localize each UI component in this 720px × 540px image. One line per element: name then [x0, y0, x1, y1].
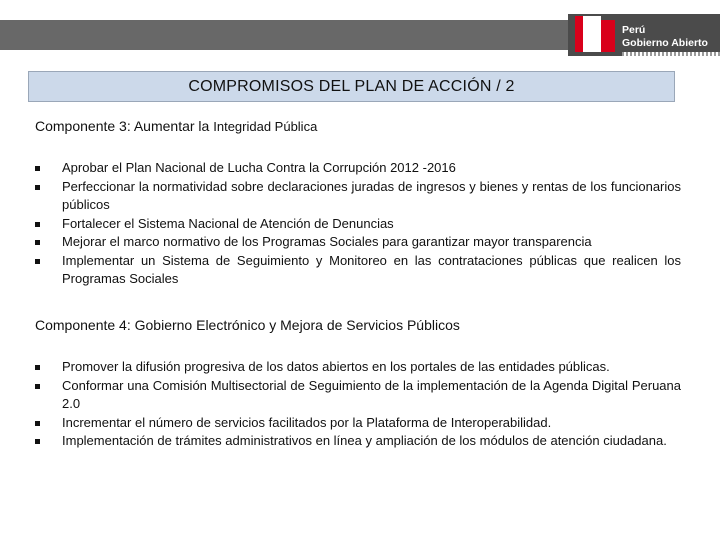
- bullet-icon: [35, 365, 40, 370]
- bullet-icon: [35, 222, 40, 227]
- bullet-icon: [35, 240, 40, 245]
- bullet-icon: [35, 384, 40, 389]
- logo-line-gobierno-abierto: Gobierno Abierto: [622, 37, 708, 49]
- bullet-icon: [35, 421, 40, 426]
- bullet-icon: [35, 185, 40, 190]
- page-title-box: [28, 71, 675, 102]
- logo-text: [622, 24, 720, 50]
- list-item: [35, 377, 681, 414]
- component-3-heading-main: Componente 3: Aumentar la: [35, 118, 214, 134]
- bullet-icon: [35, 259, 40, 264]
- component-3-heading-sub: Integridad Pública: [213, 119, 318, 134]
- list-item: [35, 178, 681, 215]
- component-4-heading-main: Componente 4: Gobierno Electrónico y Mejora de Servicios Públicos: [35, 317, 460, 333]
- flag-white-stripe: [583, 16, 601, 52]
- page-title: COMPROMISOS DEL PLAN DE ACCIÓN / 2: [188, 77, 515, 95]
- logo-line-peru: Perú: [622, 24, 646, 36]
- list-item-text: Incrementar el número de servicios facilitados por la Plataforma de Interoperabilidad.: [62, 414, 552, 430]
- list-item: [35, 215, 681, 234]
- list-item: [35, 414, 681, 433]
- list-item-text: Mejorar el marco normativo de los Programas Sociales para garantizar mayor transparencia: [62, 234, 592, 249]
- list-item: [35, 233, 681, 252]
- component-3-heading: [35, 118, 317, 135]
- list-item-text: Aprobar el Plan Nacional de Lucha Contra la Corrupción 2012 -2016: [62, 160, 456, 175]
- list-item-text: Implementar un Sistema de Seguimiento y Monitoreo en las contrataciones públicas que realicen los Programas Sociales: [62, 252, 681, 286]
- component-4-heading: [35, 317, 460, 334]
- list-item-text: Promover la difusión progresiva de los datos abiertos en los portales de las entidades públicas.: [62, 359, 610, 374]
- list-item: [35, 252, 681, 289]
- bullet-icon: [35, 439, 40, 444]
- list-item-text: Perfeccionar la normatividad sobre declaraciones juradas de ingresos y bienes y rentas de los funcionarios públicos: [62, 178, 681, 212]
- logo-stripe: [622, 52, 720, 56]
- list-item: [35, 432, 681, 451]
- list-item: [35, 358, 681, 377]
- flag-red-stripe-right: [601, 20, 615, 52]
- component-4-list: [35, 358, 681, 451]
- bullet-icon: [35, 166, 40, 171]
- flag-red-stripe-left: [575, 16, 583, 52]
- component-3-list: [35, 159, 681, 289]
- list-item-text: Conformar una Comisión Multisectorial de Seguimiento de la implementación de la Agenda Digital Peruana 2.0: [62, 377, 681, 411]
- list-item: [35, 159, 681, 178]
- list-item-text: Implementación de trámites administrativos en línea y ampliación de los módulos de atención ciudadana.: [62, 433, 667, 448]
- list-item-text: Fortalecer el Sistema Nacional de Atención de Denuncias: [62, 215, 394, 231]
